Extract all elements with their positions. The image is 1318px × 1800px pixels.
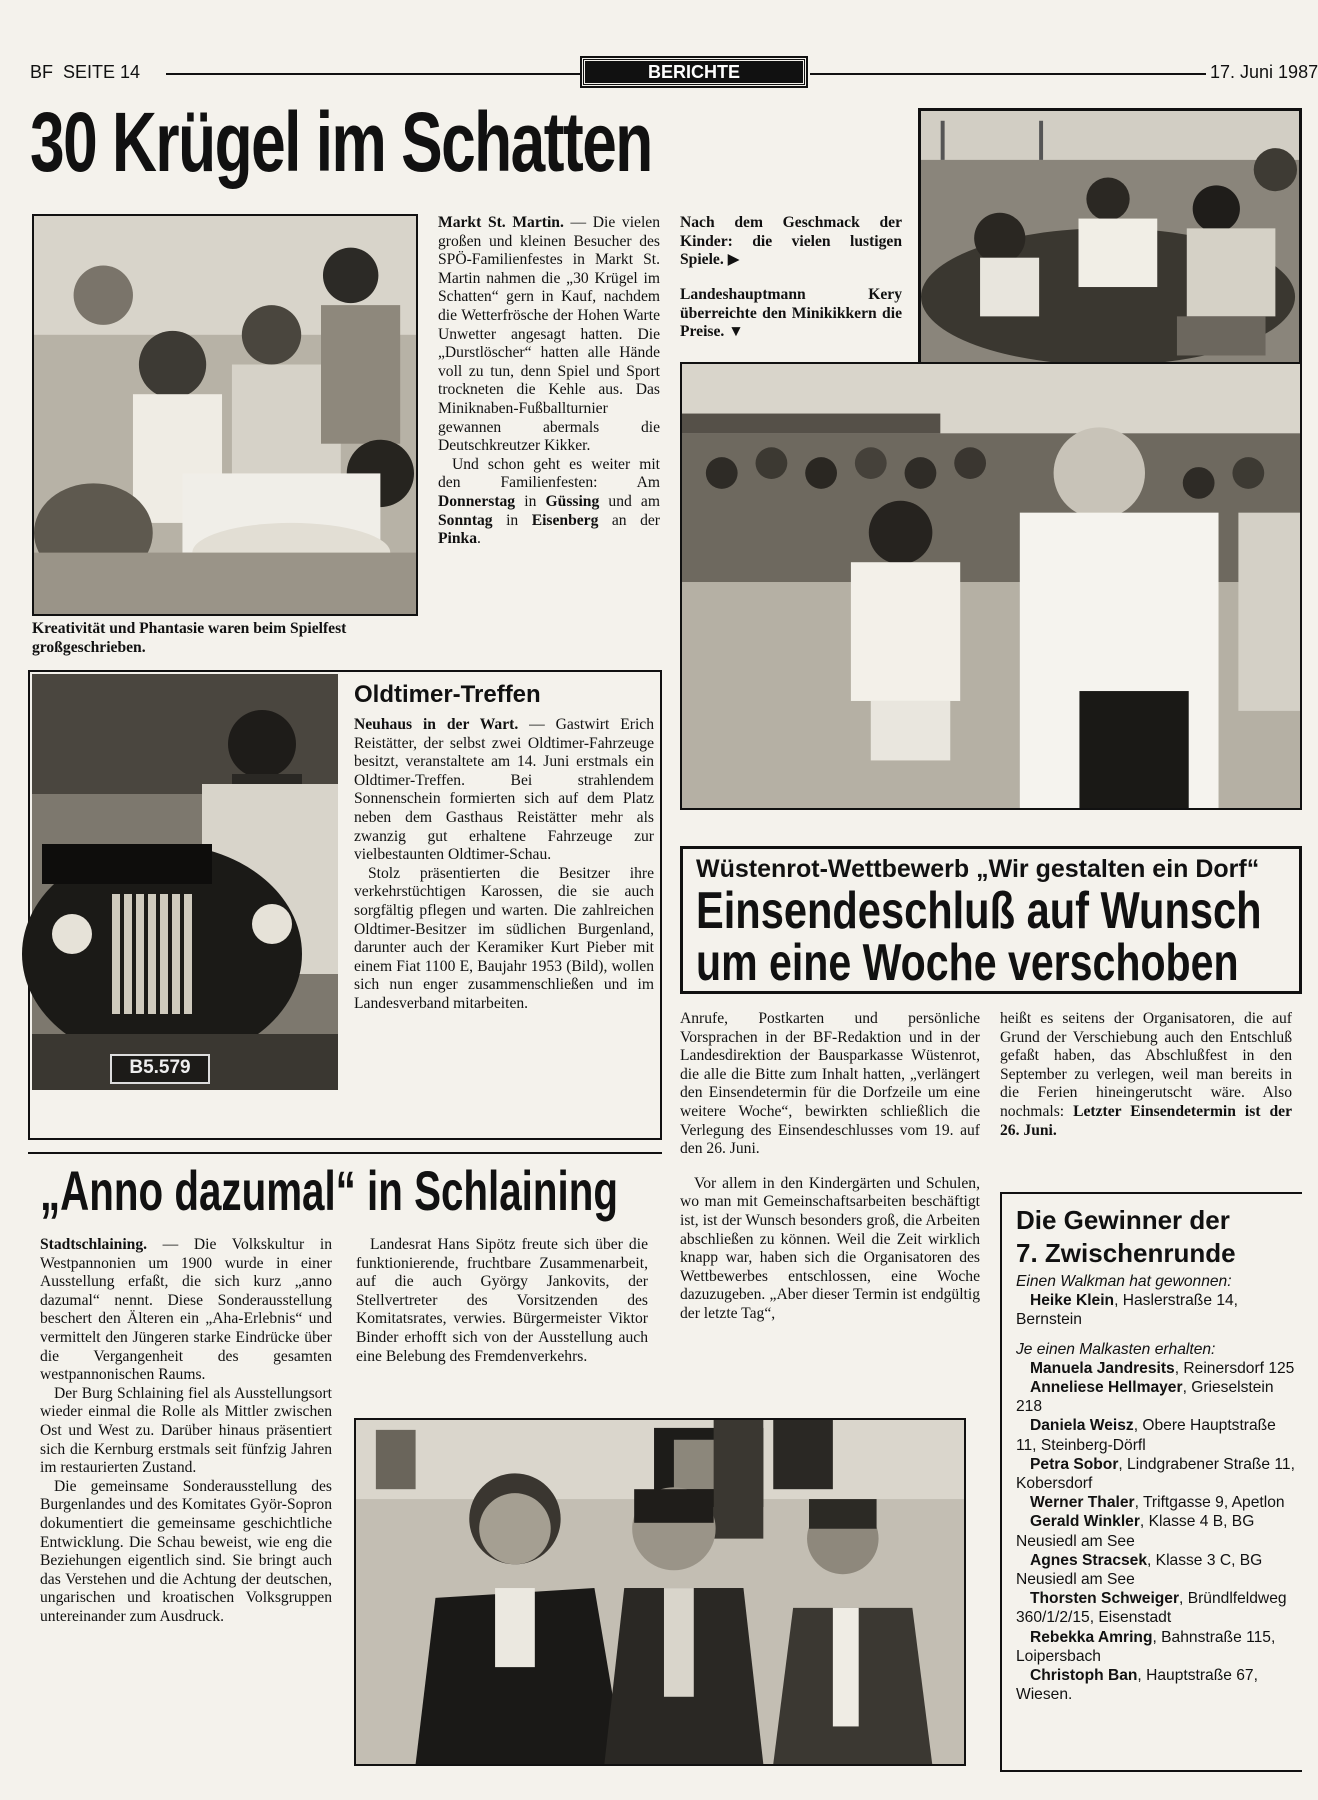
malkasten-intro: Je einen Malkasten erhalten: [1016, 1340, 1216, 1358]
winner-name: Rebekka Amring [1030, 1628, 1153, 1646]
winner-addr: , Reinersdorf 125 [1174, 1359, 1295, 1377]
main-para2-a: Und schon geht es weiter mit den Familienfesten: Am [438, 455, 660, 492]
winner-name: Manuela Jandresits [1030, 1359, 1175, 1377]
wuestenrot-para2: Vor allem in den Kindergärten und Schulen, wo man mit Gemeinschaftsarbeiten beschäftigt ist, ist der Wunsch besonders groß, die Arbeiten abschließen zu können. Weil die Zeit wirklich knapp war, haben sich die Organisatoren des Wettbewerbes entschlossen, eine Woche dazuzugeben. „Aber dieser Termin ist endgültig der letzte Tag“, [680, 1174, 980, 1322]
winner-item [1016, 1551, 1296, 1589]
page-header [30, 58, 1318, 88]
winner-name: Werner Thaler [1030, 1494, 1135, 1512]
page-number: BF SEITE 14 [30, 62, 141, 82]
winner-item [1016, 1455, 1296, 1493]
oldtimer-para2: Stolz präsentierten die Besitzer ihre verkehrstüchtigen Karossen, die sie auch sorgfältig pflegen und warten. Die zahlreichen Oldtimer-Besitzer im südlichen Burgenland, darunter auch der Keramiker Kurt Pieber mit einem Fiat 1100 E, Baujahr 1953 (Bild), wollen sich nun enger zusammenschließen und im Landesverband mitarbeiten. [354, 864, 654, 1012]
winner-item [1016, 1666, 1296, 1704]
winner-addr: , Grieselstein 218 [1016, 1379, 1274, 1416]
anno-headline: „Anno dazumal“ in Schlaining [40, 1159, 618, 1222]
caption-kery: Landeshauptmann Kery überreichte den Minikikkern die Preise. ▼ [680, 286, 902, 341]
section-label [582, 58, 806, 86]
main-dateline: Markt St. Martin. [438, 214, 564, 231]
walkman-winner-name: Heike Klein [1030, 1292, 1115, 1310]
anno-col1 [40, 1236, 332, 1626]
oldtimer-para1: — Gastwirt Erich Reistätter, der selbst zwei Oldtimer-Fahrzeuge besitzt, veranstaltete am 14. Juni erstmals ein Oldtimer-Treffen. Bei strahlendem Sonnenschein formierten sich auf dem Platz neben dem Gasthaus Reistätter mehr als zwanzig gut erhaltene Fahrzeuge zur vielbestaunten Oldtimer-Schau. [354, 716, 654, 864]
license-plate [110, 1054, 210, 1084]
winner-addr: , Triftgasse 9, Apetlon [1134, 1494, 1285, 1512]
photo-kids-game [918, 108, 1302, 380]
main-para2-b5: Pinka [438, 530, 477, 548]
main-para2-e: in [492, 511, 532, 529]
winner-addr: , Obere Hauptstraße 11, Steinberg-Dörfl [1016, 1417, 1276, 1454]
wuestenrot-col2 [1000, 1010, 1292, 1140]
walkman-winner [1016, 1291, 1296, 1329]
main-para2-d: und am [599, 492, 660, 510]
winner-name: Petra Sobor [1030, 1455, 1119, 1473]
oldtimer-text [354, 716, 654, 1014]
section-label-text: BERICHTE [647, 62, 740, 82]
walkman-winner-addr: , Haslerstraße 14, Bernstein [1016, 1292, 1239, 1329]
winner-name: Thorsten Schweiger [1030, 1590, 1180, 1608]
photo-exhibition-officials [354, 1418, 966, 1766]
anno-para2: Der Burg Schlaining fiel als Ausstellungsort wieder einmal die Rolle als Mittler zwischen Ost und West zu. Darüber hinaus präsentiert sich die Kernburg erstmals seit fünfzig Jahren im restaurierten Zustand. [40, 1384, 332, 1477]
winner-item [1016, 1628, 1296, 1666]
winner-addr: , Bahnstraße 115, Loipersbach [1016, 1628, 1276, 1665]
main-para2-b4: Eisenberg [531, 511, 599, 529]
winner-name: Gerald Winkler [1030, 1513, 1140, 1531]
anno-para1: — Die Volkskultur in Westpannonien um 1900 wurde in einer Ausstellung erfaßt, die sich kurz „anno dazumal“ nennt. Diese Sonderausstellung beschert den Älteren ein „Aha-Erlebnis“ und vermittelt den Jüngeren starke Eindrücke über die Vergangenheit des gesamten westpannonischen Raums. [40, 1236, 332, 1384]
main-para2-f: an der [598, 511, 660, 529]
winner-item [1016, 1512, 1296, 1550]
wuestenrot-kicker: Wüstenrot-Wettbewerb „Wir gestalten ein Dorf“ [696, 855, 1260, 883]
main-para2-b1: Donnerstag [438, 492, 516, 510]
winner-item [1016, 1359, 1296, 1378]
anno-para4: Landesrat Hans Sipötz freute sich über die funktionierende, fruchtbare Zusammenarbeit, auf die auch György Jankovits, der Stellvertreter des Vorsitzenden des Komitatsrates, verwies. Bürgermeister Viktor Binder erhofft sich von der Ausstellung auch eine Belebung des Fremdenverkehrs. [356, 1236, 648, 1365]
winner-addr: , Klasse 3 C, BG Neusiedl am See [1016, 1551, 1263, 1589]
anno-box [28, 1152, 662, 1154]
caption-games: Nach dem Geschmack der Kinder: die vielen lustigen Spiele. ▶ [680, 214, 902, 269]
winners-title-2: 7. Zwischenrunde [1016, 1238, 1236, 1268]
issue-date: 17. Juni 1987 [1210, 62, 1318, 82]
wuestenrot-headline-2: um eine Woche verschoben [696, 934, 1239, 992]
oldtimer-title: Oldtimer-Treffen [354, 681, 541, 708]
photo-oldtimer-car [32, 674, 338, 1090]
header-rule-right [810, 73, 1206, 75]
winner-item [1016, 1493, 1296, 1512]
wuestenrot-col1 [680, 1010, 980, 1324]
main-para2-c: in [515, 492, 546, 510]
winner-name: Anneliese Hellmayer [1030, 1379, 1183, 1397]
main-para1: — Die vielen großen und kleinen Besucher des SPÖ-Familienfestes in Markt St. Martin nahmen die „30 Krügel im Schatten“ gern in Kauf, nachdem die Wetterfrösche der Hohen Warte Unwetter angesagt hatten. Die „Durstlöscher“ hatten alle Hände voll zu tun, denn Spiel und Sport trockneten die Kehle aus. Das Miniknaben-Fußballturnier gewannen abermals die Deutschkreutzer Kikker. [438, 214, 660, 455]
photo-children-crafts [32, 214, 418, 616]
main-story-text [438, 214, 660, 549]
winner-addr: , Bründlfeldweg 360/1/2/15, Eisenstadt [1016, 1590, 1287, 1627]
winner-name: Daniela Weisz [1030, 1417, 1134, 1435]
anno-para3: Die gemeinsame Sonderausstellung des Burgenlandes und des Komitates Györ-Sopron dokumentiert die gemeinsame geschichtliche Entwicklung. Die Schau beweist, wie eng die Beziehungen eigentlich sind. Sie bringt auch das Verstehen und die Achtung der deutschen, ungarischen und kroatischen Volksgruppen untereinander zum Ausdruck. [40, 1477, 332, 1625]
winner-item [1016, 1589, 1296, 1627]
main-headline: 30 Krügel im Schatten [30, 95, 652, 189]
main-para2-g: . [477, 530, 481, 548]
winners-title-1: Die Gewinner der [1016, 1205, 1230, 1235]
winner-item [1016, 1378, 1296, 1416]
winner-name: Agnes Stracsek [1030, 1551, 1148, 1569]
winner-addr: , Klasse 4 B, BG Neusiedl am See [1016, 1513, 1255, 1550]
wuestenrot-para3: heißt es seitens der Organisatoren, die auf Grund der Verschiebung auch den Entschluß gefaßt haben, das Abschlußfest in den September zu verlegen, weil man bereits in die Ferien hineingerutscht wäre. Also nochmals: [1000, 1010, 1292, 1120]
photo-kery-award [680, 362, 1302, 810]
winner-addr: , Hauptstraße 67, Wiesen. [1016, 1667, 1258, 1704]
winner-addr: , Lindgrabener Straße 11, Kobersdorf [1016, 1455, 1295, 1493]
wuestenrot-headline-1: Einsendeschluß auf Wunsch [696, 882, 1262, 940]
anno-dateline: Stadtschlaining. [40, 1236, 148, 1253]
main-para2-b2: Güssing [545, 492, 600, 510]
walkman-intro: Einen Walkman hat gewonnen: [1016, 1273, 1232, 1290]
anno-col2 [356, 1236, 648, 1366]
photo1-caption: Kreativität und Phantasie waren beim Spielfest großgeschrieben. [32, 620, 347, 656]
header-rule-left [166, 73, 582, 75]
winner-name: Christoph Ban [1030, 1667, 1138, 1685]
oldtimer-dateline: Neuhaus in der Wart. [354, 716, 519, 733]
wuestenrot-para1: Anrufe, Postkarten und persönliche Vorsprachen in der BF-Redaktion und in der Landesdirektion der Bausparkasse Wüstenrot, die alle die Bitte zum Inhalt hatten, „verlängert den Einsendetermin für die Dorfzeile um eine weitere Woche“, bewirkten schließlich die Verlegung des Einsendeschlusses vom 19. auf den 26. Juni. [680, 1010, 980, 1158]
wuestenrot-para3-bold: Letzter Einsendetermin ist der 26. Juni. [1000, 1102, 1292, 1139]
winner-item [1016, 1416, 1296, 1454]
main-para2-b3: Sonntag [438, 511, 493, 529]
winners-list [1016, 1272, 1296, 1704]
license-plate-text: B5.579 [129, 1057, 191, 1078]
